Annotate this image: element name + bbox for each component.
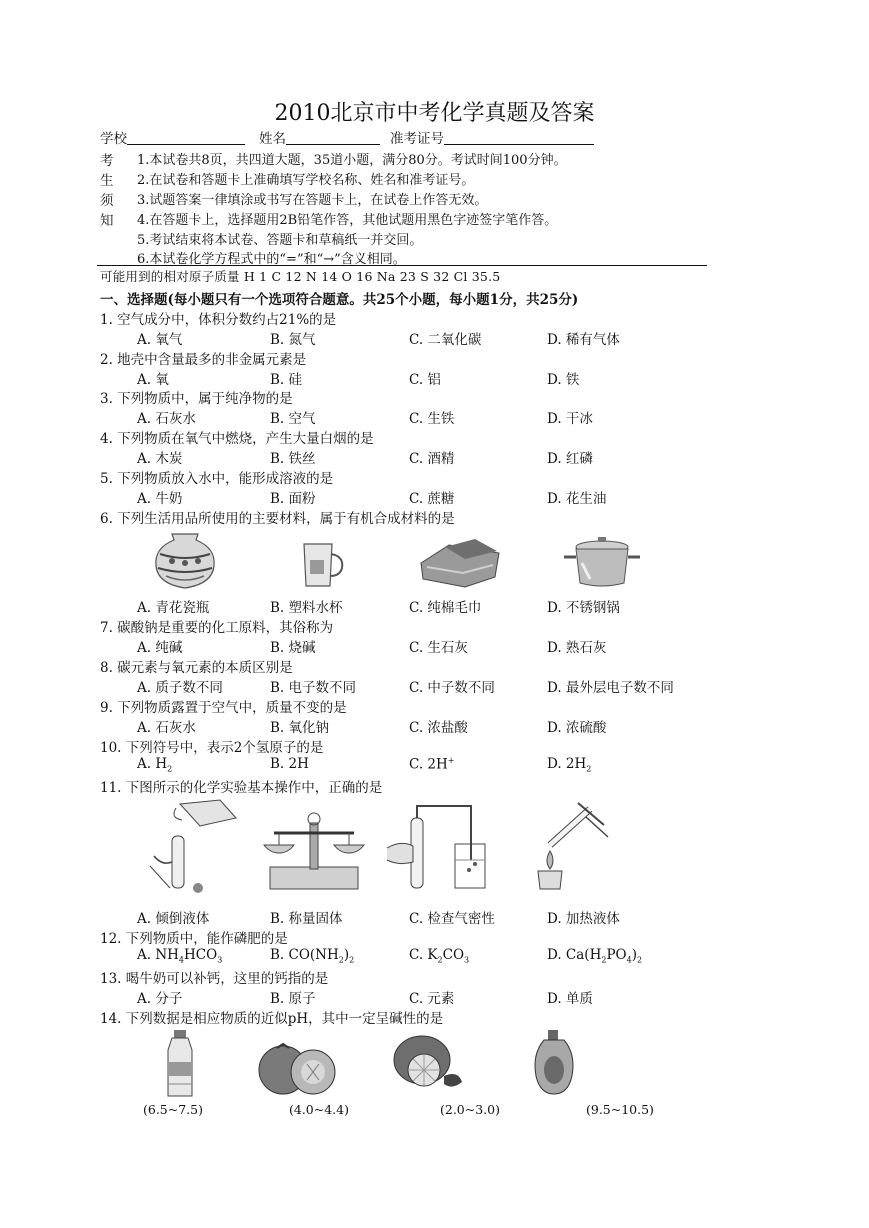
- exam-number-field: [390, 127, 594, 147]
- option: D. 花生油: [547, 491, 607, 507]
- notice-item: 5.考试结束将本试卷、答题卡和草稿纸一并交回。: [137, 233, 423, 248]
- option: D. 单质: [547, 991, 593, 1007]
- notice-side-4: 知: [100, 213, 114, 229]
- option: C. 2H+: [409, 756, 455, 773]
- option: D. 加热液体: [547, 911, 620, 927]
- balance-scale-image: [260, 805, 368, 895]
- ph-value: (4.0~4.4): [289, 1102, 349, 1117]
- plastic-cup-image: [300, 540, 346, 590]
- option: D. $Ca(H_2PO_4)_2$: [547, 947, 643, 965]
- option: D. 浓硫酸: [547, 720, 607, 736]
- name-label: 姓名: [259, 131, 286, 147]
- pouring-liquid-image: [140, 796, 240, 900]
- question-stem: 11. 下图所示的化学实验基本操作中，正确的是: [100, 780, 383, 796]
- option: B. 称量固体: [270, 911, 343, 927]
- option: B. 电子数不同: [270, 680, 357, 696]
- option: B. 硅: [270, 372, 303, 388]
- notice-item: 3.试题答案一律填涂或书写在答题卡上，在试卷上作答无效。: [137, 193, 488, 208]
- notice-side-1: 考: [100, 153, 114, 169]
- ph-value: (2.0~3.0): [440, 1102, 500, 1117]
- question-stem: 8. 碳元素与氧元素的本质区别是: [100, 660, 293, 676]
- section-title: 一、选择题(每小题只有一个选项符合题意。共25个小题，每小题1分，共25分): [100, 292, 579, 308]
- notice-item: 4.在答题卡上，选择题用2B铅笔作答，其他试题用黑色字迹签字笔作答。: [137, 213, 558, 228]
- option: A. 石灰水: [137, 720, 196, 736]
- ph-value: (9.5~10.5): [586, 1102, 654, 1117]
- airtightness-check-image: [383, 800, 493, 896]
- option: B. 氧化钠: [270, 720, 330, 736]
- soap-bottle-image: [530, 1028, 578, 1096]
- option: A. 分子: [137, 991, 183, 1007]
- notice-side-2: 生: [100, 173, 114, 189]
- option: A. 牛奶: [137, 491, 183, 507]
- option: A. 氧气: [137, 332, 183, 348]
- option: A. 氧: [137, 372, 169, 388]
- option: C. 纯棉毛巾: [409, 600, 482, 616]
- page-title: 2010北京市中考化学真题及答案: [274, 101, 595, 126]
- question-stem: 10. 下列符号中，表示2个氢原子的是: [100, 740, 324, 756]
- option: C. 元素: [409, 991, 455, 1007]
- question-stem: 5. 下列物质放入水中，能形成溶液的是: [100, 471, 334, 487]
- option: D. 干冰: [547, 411, 593, 427]
- option: D. 稀有气体: [547, 332, 620, 348]
- notice-side-3: 须: [100, 193, 114, 209]
- question-stem: 6. 下列生活用品所使用的主要材料，属于有机合成材料的是: [100, 511, 455, 527]
- notice-item: 6.本试卷化学方程式中的“=”和“→”含义相同。: [137, 252, 406, 267]
- question-stem: 14. 下列数据是相应物质的近似pH，其中一定呈碱性的是: [100, 1011, 444, 1027]
- option: C. 中子数不同: [409, 680, 495, 696]
- option: A. 纯碱: [137, 640, 183, 656]
- option: A. 木炭: [137, 451, 183, 467]
- question-stem: 4. 下列物质在氧气中燃烧，产生大量白烟的是: [100, 431, 374, 447]
- lemon-image: [388, 1030, 470, 1094]
- tomato-image: [255, 1036, 339, 1100]
- option: D. 红磷: [547, 451, 593, 467]
- option: A. 石灰水: [137, 411, 196, 427]
- option: C. 浓盐酸: [409, 720, 468, 736]
- option: D. 最外层电子数不同: [547, 680, 674, 696]
- option: D. $2H_2$: [547, 756, 592, 774]
- option: C. 生铁: [409, 411, 455, 427]
- option: C. 生石灰: [409, 640, 468, 656]
- name-field: [259, 127, 380, 147]
- question-stem: 3. 下列物质中，属于纯净物的是: [100, 391, 293, 407]
- water-bottle-image: [160, 1028, 200, 1100]
- option: D. 铁: [547, 372, 580, 388]
- option: B. $CO(NH_2)_2$: [270, 947, 355, 965]
- option: C. 检查气密性: [409, 911, 495, 927]
- option: C. 蔗糖: [409, 491, 455, 507]
- option: A. 青花瓷瓶: [137, 600, 210, 616]
- option: A. 倾倒液体: [137, 911, 210, 927]
- heating-liquid-image: [530, 795, 612, 895]
- question-stem: 12. 下列物质中，能作磷肥的是: [100, 931, 288, 947]
- school-field: [100, 127, 245, 147]
- stainless-pot-image: [560, 533, 644, 591]
- atomic-mass-line: 可能用到的相对原子质量 H 1 C 12 N 14 O 16 Na 23 S 32 Cl 35.5: [100, 269, 501, 284]
- option: A. $H_2$: [137, 756, 173, 774]
- option: C. 酒精: [409, 451, 455, 467]
- question-stem: 9. 下列物质露置于空气中，质量不变的是: [100, 700, 347, 716]
- notice-item: 1.本试卷共8页，共四道大题，35道小题，满分80分。考试时间100分钟。: [137, 153, 567, 168]
- option: C. 二氧化碳: [409, 332, 482, 348]
- option: B. 原子: [270, 991, 316, 1007]
- exam-number-label: 准考证号: [390, 131, 444, 147]
- notice-item: 2.在试卷和答题卡上准确填写学校名称、姓名和准考证号。: [137, 173, 475, 188]
- question-stem: 1. 空气成分中，体积分数约占21%的是: [100, 312, 337, 328]
- cotton-towel-image: [415, 533, 505, 589]
- question-stem: 7. 碳酸钠是重要的化工原料，其俗称为: [100, 620, 334, 636]
- option: B. 2H: [270, 756, 309, 772]
- porcelain-vase-image: [150, 530, 220, 590]
- option: A. 质子数不同: [137, 680, 223, 696]
- question-stem: 13. 喝牛奶可以补钙，这里的钙指的是: [100, 971, 329, 987]
- school-label: 学校: [100, 131, 127, 147]
- divider: [97, 265, 707, 266]
- option: C. 铝: [409, 372, 441, 388]
- ph-value: (6.5~7.5): [143, 1102, 203, 1117]
- option: B. 塑料水杯: [270, 600, 343, 616]
- option: B. 铁丝: [270, 451, 316, 467]
- option: B. 空气: [270, 411, 316, 427]
- option: A. $NH_4HCO_3$: [137, 947, 223, 965]
- option: B. 烧碱: [270, 640, 316, 656]
- question-stem: 2. 地壳中含量最多的非金属元素是: [100, 352, 307, 368]
- option: C. $K_2CO_3$: [409, 947, 470, 965]
- option: B. 氮气: [270, 332, 316, 348]
- option: B. 面粉: [270, 491, 316, 507]
- option: D. 熟石灰: [547, 640, 607, 656]
- option: D. 不锈钢锅: [547, 600, 620, 616]
